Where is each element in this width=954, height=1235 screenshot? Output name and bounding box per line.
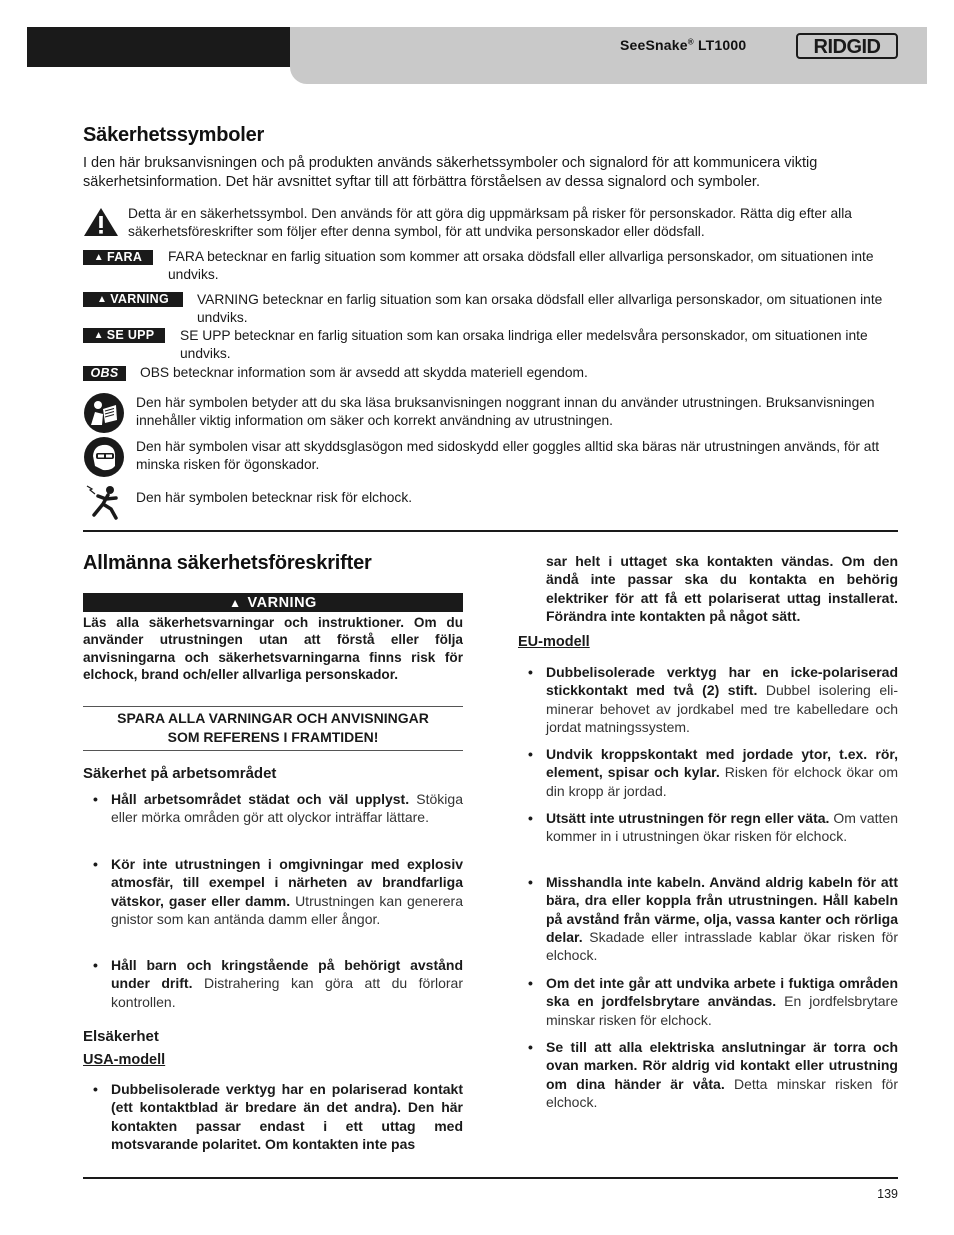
- section-divider: [83, 530, 898, 532]
- section-title-symbols: Säkerhetssymboler: [83, 124, 265, 146]
- safety-glasses-icon: [83, 436, 125, 478]
- list-item: • Håll barn och kringstående på behörigt avstånd under drift. Distrahering kan göra att du förlorar kontrollen.: [111, 956, 463, 1011]
- work-area-title: Säkerhet på arbetsområdet: [83, 765, 277, 782]
- read-manual-icon: [83, 392, 125, 434]
- footer-rule: [83, 1177, 898, 1179]
- list-item: • Håll arbetsområdet städat och väl upplyst. Stökiga eller mörka områden gör att olyckor inträffar lättare.: [111, 790, 463, 827]
- header-product-name: SeeSnake® LT1000: [620, 37, 747, 53]
- list-item: • Se till att alla elektriska anslutningar är torra och ovan marken. Rör aldrig vid kontakt eller utrustning om dina händer är våta. Detta minskar risken för elchock.: [546, 1038, 898, 1111]
- safety-alert-triangle-icon: [83, 207, 119, 237]
- svg-text:RIDGID: RIDGID: [813, 36, 881, 58]
- glasses-text: Den här symbolen visar att skyddsglasögon med sidoskydd eller goggles alltid ska bäras när utrustningen används, för att minska risken för ögonskador.: [136, 439, 880, 472]
- page-number: 139: [877, 1187, 898, 1201]
- list-item: • Om det inte går att undvika arbete i fuktiga områden ska en jordfelsbrytare användas. En jordfelsbrytare minskar risken för elchock.: [546, 974, 898, 1029]
- varning-text: VARNING betecknar en farlig situation som kan orsaka dödsfall eller allvarliga personskador, om situationen inte undviks.: [197, 292, 883, 325]
- list-item: • Dubbelisolerade verktyg har en polariserad kontakt (ett kontaktblad är bredare än det andra). Den här kontakten passar endast i ett uttag med motsvarande polaritet. Om kontakten inte pas: [111, 1080, 463, 1153]
- warning-bar: ▲ VARNING: [83, 593, 463, 612]
- symbols-intro: I den här bruksanvisningen och på produkten används säkerhetssymboler och signalord för att kommunicera viktig säkerhetsinformation. Det här avsnittet syftar till att förbättra förståelsen av dessa signalord och symboler.: [83, 155, 818, 190]
- section-title-general: Allmänna säkerhetsföreskrifter: [83, 552, 372, 574]
- seupp-badge: ▲ SE UPP: [83, 328, 165, 343]
- electric-shock-icon: [83, 482, 125, 520]
- alert-symbol-text: Detta är en säkerhetssymbol. Den används för att göra dig uppmärksam på risker för personskador. Rätta dig efter alla säkerhetsföreskrifter som följer efter denna symbol, för att undvika personskador eller dödsfall.: [128, 206, 852, 239]
- warning-triangle-icon: ▲: [93, 330, 104, 341]
- obs-badge: OBS: [83, 366, 126, 381]
- ridgid-logo: [796, 33, 898, 59]
- varning-badge: ▲ VARNING: [83, 292, 183, 307]
- fara-badge: ▲ FARA: [83, 250, 153, 265]
- shock-text: Den här symbolen betecknar risk för elchock.: [136, 490, 413, 505]
- fara-text: FARA betecknar en farlig situation som kommer att orsaka dödsfall eller allvarliga personskador, om situationen inte undviks.: [168, 249, 874, 282]
- warning-text: Läs alla säkerhetsvarningar och instruktioner. Om du använder utrustningen utan att förstå eller följa anvisningarna och säkerhetsvarningarna finns risk för elchock, brand och/eller allvarliga personskador.: [83, 615, 463, 682]
- header-black-bar: [27, 27, 292, 67]
- obs-text: OBS betecknar information som är avsedd att skydda materiell egendom.: [140, 365, 588, 380]
- usa-model-title: USA-modell: [83, 1052, 166, 1068]
- list-item: • Undvik kroppskontakt med jordade ytor, t.ex. rör, element, spisar och kylar. Risken för elchock ökar om din kropp är jordad.: [546, 745, 898, 800]
- eu-model-title: EU-modell: [518, 634, 590, 650]
- usa-item-continued: sar helt i uttaget ska kontakten vändas. Om den ändå inte passar ska du kontakta en behörig elektriker för att få ett polariserat uttag installerat. Förändra inte kontakten på något sätt.: [546, 553, 898, 624]
- warning-triangle-icon: ▲: [93, 252, 104, 263]
- list-item: • Dubbelisolerade verktyg har en icke-polariserad stickkontakt med två (2) stift. Dubbel isolering eliminerar behovet av jordkabel med tre kabelledare och jordat matningssystem.: [546, 663, 898, 736]
- warning-triangle-icon: ▲: [96, 294, 108, 305]
- list-item: • Misshandla inte kabeln. Använd aldrig kabeln för att bära, dra eller koppla från utrustningen. Håll kabeln på avstånd från värme, olja, vassa kanter och rörliga delar. Skadade eller intrasslade kablar ökar risken för elchock.: [546, 873, 898, 964]
- electrical-title: Elsäkerhet: [83, 1028, 159, 1045]
- header-grey-tab: [290, 67, 927, 84]
- manual-text: Den här symbolen betyder att du ska läsa bruksanvisningen noggrant innan du använder utrustningen. Bruksanvisningen innehåller viktig information om säker och korrekt användning av utrustningen.: [136, 395, 875, 428]
- seupp-text: SE UPP betecknar en farlig situation som kan orsaka lindriga eller medelsvåra personskador, om situationen inte undviks.: [180, 328, 868, 361]
- list-item: • Kör inte utrustningen i omgivningar med explosiv atmosfär, till exempel i närheten av brandfarliga vätskor, gaser eller damm. Utrustningen kan generera gnistor som kan antända damm eller ångor.: [111, 855, 463, 928]
- warning-triangle-icon: ▲: [229, 595, 242, 610]
- list-item: • Utsätt inte utrustningen för regn eller väta. Om vatten kommer in i utrustningen ökar risken för elchock.: [546, 809, 898, 846]
- save-instructions-notice: SPARA ALLA VARNINGAR OCH ANVISNINGAR SOM REFERENS I FRAMTIDEN!: [83, 706, 463, 751]
